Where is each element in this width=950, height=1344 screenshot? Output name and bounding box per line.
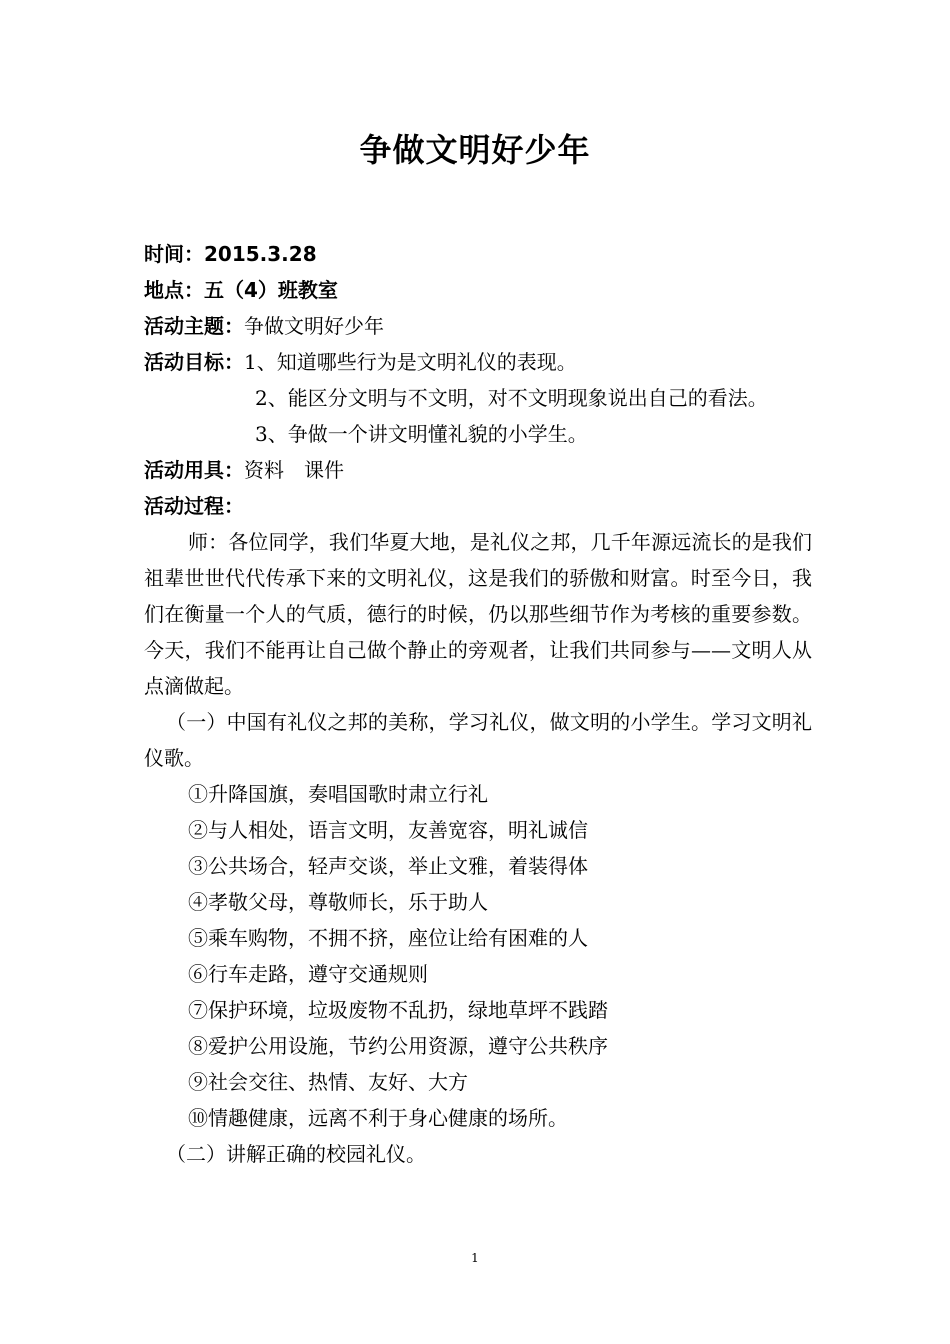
page-number: 1 <box>471 1251 479 1265</box>
list-item: ②与人相处，语言文明，友善宽容，明礼诚信 <box>188 818 588 842</box>
goal-item: 3、争做一个讲文明懂礼貌的小学生。 <box>255 422 588 446</box>
time-line <box>144 236 812 272</box>
tools-line <box>144 452 812 488</box>
place-value: 五（4）班教室 <box>204 278 338 302</box>
list-item: ⑤乘车购物，不拥不挤，座位让给有困难的人 <box>188 926 588 950</box>
list-item: ⑨社会交往、热情、友好、大方 <box>188 1070 468 1094</box>
goals-label: 活动目标： <box>144 350 244 374</box>
list-item: ⑦保护环境，垃圾废物不乱扔，绿地草坪不践踏 <box>188 998 608 1022</box>
theme-line <box>144 308 812 344</box>
goal-item: 2、能区分文明与不文明，对不文明现象说出自己的看法。 <box>255 386 768 410</box>
section-two-heading: （二）讲解正确的校园礼仪。 <box>166 1142 426 1166</box>
goal-item: 1、知道哪些行为是文明礼仪的表现。 <box>244 350 577 374</box>
process-line <box>144 488 812 524</box>
time-value: 2015.3.28 <box>204 242 317 266</box>
list-item: ⑥行车走路，遵守交通规则 <box>188 962 428 986</box>
etiquette-list <box>144 776 812 1136</box>
document-body <box>144 236 812 1172</box>
document-title: 争做文明好少年 <box>359 131 591 169</box>
section-one-heading: （一）中国有礼仪之邦的美称，学习礼仪，做文明的小学生。学习文明礼仪歌。 <box>144 710 812 770</box>
process-label: 活动过程： <box>144 494 244 518</box>
place-label: 地点： <box>144 278 204 302</box>
place-line <box>144 272 812 308</box>
list-item: ⑩情趣健康，远离不利于身心健康的场所。 <box>188 1106 568 1130</box>
theme-value: 争做文明好少年 <box>244 314 384 338</box>
tools-value: 资料 课件 <box>244 458 344 482</box>
list-item: ③公共场合，轻声交谈，举止文雅，着装得体 <box>188 854 588 878</box>
tools-label: 活动用具： <box>144 458 244 482</box>
list-item: ④孝敬父母，尊敬师长，乐于助人 <box>188 890 488 914</box>
list-item: ①升降国旗，奏唱国歌时肃立行礼 <box>188 782 488 806</box>
theme-label: 活动主题： <box>144 314 244 338</box>
intro-paragraph: 师：各位同学，我们华夏大地，是礼仪之邦，几千年源远流长的是我们祖辈世世代代传承下来的文明礼仪，这是我们的骄傲和财富。时至今日，我们在衡量一个人的气质，德行的时候，仍以那些细节作为考核的重要参数。今天，我们不能再让自己做个静止的旁观者，让我们共同参与——文明人从点滴做起。 <box>144 530 812 698</box>
list-item: ⑧爱护公用设施，节约公用资源，遵守公共秩序 <box>188 1034 608 1058</box>
goals-line <box>144 344 812 380</box>
time-label: 时间： <box>144 242 204 266</box>
